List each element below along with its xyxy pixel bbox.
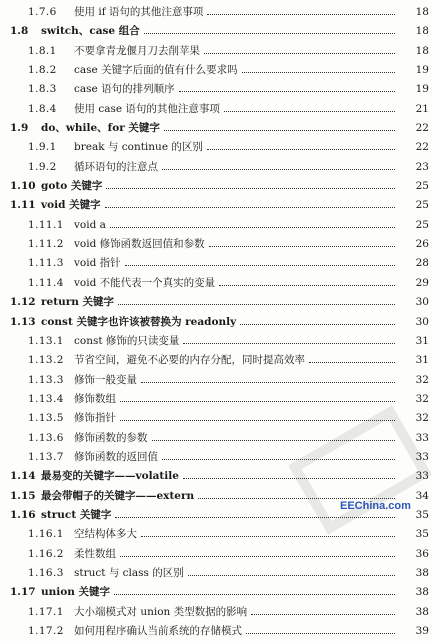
- toc-entry-page: 25: [415, 199, 429, 212]
- toc-dot-leader: [115, 517, 395, 518]
- toc-entry-page: 39: [415, 625, 429, 637]
- toc-entry-title: 大小端模式对 union 类型数据的影响: [74, 605, 248, 618]
- toc-entry-number: 1.17.2: [28, 625, 64, 637]
- toc-entry[interactable]: [0, 3, 433, 22]
- toc-entry-number: 1.13.1: [28, 334, 64, 347]
- toc-entry-number: 1.7.6: [28, 6, 57, 18]
- toc-entry-title: 节省空间，避免不必要的内存分配，同时提高效率: [74, 354, 305, 367]
- toc-entry-page: 36: [415, 547, 429, 560]
- toc-entry-title: 修饰指针: [74, 412, 116, 425]
- toc-entry[interactable]: [0, 61, 433, 80]
- toc-entry-page: 33: [415, 450, 429, 463]
- toc-entry-title: void 修饰函数返回值和参数: [74, 238, 205, 251]
- toc-dot-leader: [246, 633, 395, 634]
- toc-entry-number: 1.16.1: [28, 528, 64, 541]
- toc-entry-number: 1.11.4: [28, 276, 64, 289]
- toc-entry-number: 1.16: [10, 508, 36, 521]
- toc-entry-title: 修饰函数的返回值: [74, 450, 158, 463]
- toc-entry[interactable]: [0, 274, 433, 293]
- toc-entry-page: 32: [415, 392, 429, 405]
- toc-entry[interactable]: [0, 622, 433, 641]
- toc-entry[interactable]: [0, 545, 433, 564]
- toc-entry-title: switch、case 组合: [41, 25, 140, 38]
- toc-dot-leader: [162, 459, 395, 460]
- toc-entry-number: 1.17: [10, 586, 36, 599]
- toc-dot-leader: [309, 362, 395, 363]
- toc-entry-page: 38: [415, 586, 429, 599]
- toc-entry[interactable]: [0, 293, 433, 312]
- toc-entry-number: 1.12: [10, 296, 36, 309]
- toc-entry[interactable]: [0, 564, 433, 583]
- toc-entry-number: 1.8.1: [28, 44, 57, 57]
- toc-dot-leader: [179, 91, 395, 92]
- toc-dot-leader: [118, 304, 395, 305]
- toc-entry-page: 38: [415, 566, 429, 579]
- toc-entry-title: union 关键字: [41, 586, 111, 599]
- toc-entry-page: 21: [415, 102, 429, 115]
- toc-entry-page: 35: [415, 528, 429, 541]
- toc-entry-number: 1.13.5: [28, 412, 64, 425]
- toc-dot-leader: [152, 440, 395, 441]
- toc-dot-leader: [242, 72, 395, 73]
- toc-entry-number: 1.9: [10, 122, 29, 135]
- toc-dot-leader: [209, 246, 395, 247]
- toc-entry-page: 32: [415, 373, 429, 386]
- toc-entry[interactable]: [0, 100, 433, 119]
- toc-entry[interactable]: [0, 467, 433, 486]
- toc-dot-leader: [144, 33, 395, 34]
- toc-entry-title: 最会带帽子的关键字——extern: [41, 489, 195, 502]
- toc-entry-number: 1.8.2: [28, 64, 57, 77]
- toc-entry[interactable]: [0, 525, 433, 544]
- toc-dot-leader: [110, 227, 395, 228]
- toc-entry-number: 1.16.3: [28, 566, 64, 579]
- table-of-contents: [0, 3, 433, 641]
- toc-entry-page: 23: [415, 160, 429, 173]
- toc-entry[interactable]: [0, 583, 433, 602]
- toc-entry-page: 18: [415, 6, 429, 18]
- toc-entry-title: struct 关键字: [41, 508, 112, 521]
- toc-entry-title: 循环语句的注意点: [74, 160, 158, 173]
- toc-entry-number: 1.11.2: [28, 238, 64, 251]
- toc-entry-title: struct 与 class 的区别: [74, 566, 184, 579]
- toc-entry-page: 31: [415, 334, 429, 347]
- toc-entry-page: 22: [415, 122, 429, 135]
- toc-entry-title: 修饰一般变量: [74, 373, 137, 386]
- toc-entry-title: break 与 continue 的区别: [74, 141, 203, 154]
- toc-entry[interactable]: [0, 138, 433, 157]
- toc-entry-number: 1.13.2: [28, 354, 64, 367]
- toc-entry-page: 30: [415, 296, 429, 309]
- toc-dot-leader: [162, 169, 395, 170]
- toc-dot-leader: [114, 594, 395, 595]
- toc-entry[interactable]: [0, 119, 433, 138]
- toc-entry-title: goto 关键字: [41, 180, 103, 193]
- toc-entry-number: 1.11: [10, 199, 36, 212]
- toc-entry-number: 1.13: [10, 315, 36, 328]
- toc-entry-title: 如何用程序确认当前系统的存储模式: [74, 625, 242, 637]
- toc-dot-leader: [125, 265, 395, 266]
- toc-entry-page: 28: [415, 257, 429, 270]
- toc-dot-leader: [219, 285, 395, 286]
- toc-dot-leader: [224, 111, 395, 112]
- toc-entry-number: 1.13.6: [28, 431, 64, 444]
- toc-dot-leader: [240, 324, 395, 325]
- toc-entry[interactable]: [0, 409, 433, 428]
- toc-entry-title: void 指针: [74, 257, 121, 270]
- toc-entry[interactable]: [0, 177, 433, 196]
- toc-entry-number: 1.9.1: [28, 141, 57, 154]
- toc-entry-title: const 关键字也许该被替换为 readonly: [41, 315, 237, 328]
- toc-entry[interactable]: [0, 80, 433, 99]
- toc-entry[interactable]: [0, 332, 433, 351]
- toc-entry-title: const 修饰的只读变量: [74, 334, 180, 347]
- toc-entry-title: case 语句的排列顺序: [74, 83, 175, 96]
- toc-entry[interactable]: [0, 22, 433, 41]
- toc-entry-title: 最易变的关键字——volatile: [41, 470, 179, 483]
- toc-entry-title: case 关键字后面的值有什么要求吗: [74, 64, 238, 77]
- toc-entry-title: 柔性数组: [74, 547, 116, 560]
- toc-entry-title: do、while、for 关键字: [41, 122, 160, 135]
- toc-entry[interactable]: [0, 429, 433, 448]
- toc-entry-page: 19: [415, 64, 429, 77]
- toc-entry-number: 1.14: [10, 470, 36, 483]
- toc-entry-page: 32: [415, 412, 429, 425]
- toc-entry-title: return 关键字: [41, 296, 115, 309]
- toc-entry-page: 33: [415, 431, 429, 444]
- toc-dot-leader: [198, 498, 395, 499]
- toc-entry-page: 29: [415, 276, 429, 289]
- toc-dot-leader: [164, 130, 395, 131]
- toc-entry-page: 18: [415, 44, 429, 57]
- toc-entry-title: 使用 case 语句的其他注意事项: [74, 102, 220, 115]
- toc-entry-number: 1.9.2: [28, 160, 57, 173]
- toc-dot-leader: [120, 556, 395, 557]
- toc-entry-number: 1.13.7: [28, 450, 64, 463]
- toc-entry-number: 1.8.4: [28, 102, 57, 115]
- toc-entry[interactable]: [0, 254, 433, 273]
- toc-entry-page: 35: [415, 508, 429, 521]
- toc-entry[interactable]: [0, 448, 433, 467]
- toc-entry[interactable]: [0, 158, 433, 177]
- toc-entry[interactable]: [0, 196, 433, 215]
- toc-dot-leader: [141, 382, 395, 383]
- toc-entry-number: 1.13.4: [28, 392, 64, 405]
- toc-entry-page: 18: [415, 25, 429, 38]
- toc-dot-leader: [251, 614, 395, 615]
- toc-entry-page: 33: [415, 470, 429, 483]
- toc-entry[interactable]: [0, 603, 433, 622]
- toc-dot-leader: [106, 188, 395, 189]
- toc-entry-page: 30: [415, 315, 429, 328]
- toc-dot-leader: [183, 343, 395, 344]
- site-watermark: EEChina.com: [340, 500, 411, 512]
- toc-entry-number: 1.8: [10, 25, 29, 38]
- toc-entry-page: 25: [415, 218, 429, 231]
- toc-entry[interactable]: [0, 216, 433, 235]
- toc-entry-page: 22: [415, 141, 429, 154]
- toc-entry[interactable]: [0, 351, 433, 370]
- toc-entry[interactable]: [0, 390, 433, 409]
- toc-entry-title: 空结构体多大: [74, 528, 137, 541]
- toc-entry-title: void a: [74, 218, 106, 231]
- toc-entry-number: 1.10: [10, 180, 36, 193]
- toc-entry[interactable]: [0, 235, 433, 254]
- toc-entry-title: 使用 if 语句的其他注意事项: [74, 6, 204, 18]
- toc-entry-page: 25: [415, 180, 429, 193]
- toc-entry-page: 19: [415, 83, 429, 96]
- toc-dot-leader: [183, 478, 395, 479]
- toc-entry[interactable]: [0, 42, 433, 61]
- toc-dot-leader: [204, 53, 395, 54]
- toc-entry[interactable]: [0, 371, 433, 390]
- toc-entry-number: 1.13.3: [28, 373, 64, 386]
- toc-dot-leader: [207, 149, 395, 150]
- toc-entry-page: 34: [415, 489, 429, 502]
- toc-dot-leader: [120, 401, 395, 402]
- toc-entry-number: 1.17.1: [28, 605, 64, 618]
- toc-entry-title: 修饰数组: [74, 392, 116, 405]
- toc-dot-leader: [105, 207, 395, 208]
- toc-entry-number: 1.15: [10, 489, 36, 502]
- toc-entry-page: 38: [415, 605, 429, 618]
- toc-entry-number: 1.11.3: [28, 257, 64, 270]
- toc-entry-number: 1.8.3: [28, 83, 57, 96]
- toc-entry-title: 修饰函数的参数: [74, 431, 148, 444]
- toc-entry-number: 1.16.2: [28, 547, 64, 560]
- toc-entry-title: void 不能代表一个真实的变量: [74, 276, 216, 289]
- toc-entry-page: 26: [415, 238, 429, 251]
- toc-dot-leader: [188, 575, 395, 576]
- toc-entry-number: 1.11.1: [28, 218, 64, 231]
- toc-dot-leader: [207, 14, 395, 15]
- toc-entry-title: void 关键字: [41, 199, 101, 212]
- toc-entry-title: 不要拿青龙偃月刀去削苹果: [74, 44, 200, 57]
- toc-dot-leader: [120, 420, 395, 421]
- toc-entry[interactable]: [0, 313, 433, 332]
- toc-dot-leader: [141, 536, 395, 537]
- toc-entry-page: 31: [415, 354, 429, 367]
